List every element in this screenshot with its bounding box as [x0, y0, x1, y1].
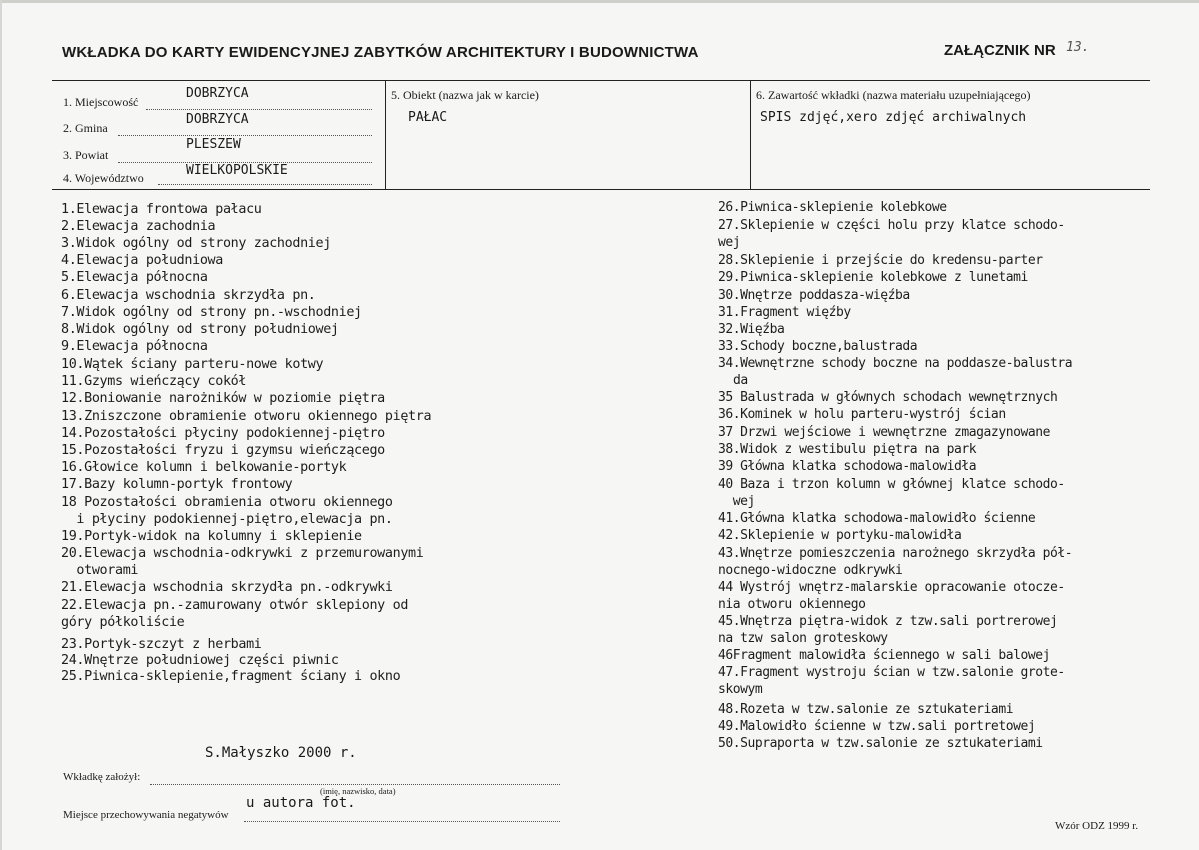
wkladke-sublabel: (imię, nazwisko, data) [320, 786, 396, 796]
field-value-powiat: PLESZEW [186, 137, 241, 152]
dots-wojewodztwo [158, 184, 372, 185]
list-item: 1.Elewacja frontowa pałacu [61, 202, 262, 217]
wkladke-label: Wkładkę założył: [63, 771, 141, 783]
list-item: 40 Baza i trzon kolumn w głównej klatce schodo- [718, 477, 1065, 492]
list-item: 29.Piwnica-sklepienie kolebkowe z lunetami [718, 270, 1028, 285]
annex-number: 13. [1066, 40, 1090, 55]
list-item: 10.Wątek ściany parteru-nowe kotwy [61, 357, 324, 372]
list-item: 28.Sklepienie i przejście do kredensu-parter [718, 253, 1043, 268]
list-item: 39 Główna klatka schodowa-malowidła [718, 459, 977, 474]
dots-miejscowosc [146, 109, 372, 110]
author-signature: S.Małyszko 2000 r. [205, 745, 357, 761]
list-item: otworami [61, 563, 139, 578]
list-item: 37 Drzwi wejściowe i wewnętrzne zmagazynowane [718, 425, 1050, 440]
field-label-wojewodztwo: 4. Województwo [63, 171, 144, 185]
list-item: 17.Bazy kolumn-portyk frontowy [61, 477, 293, 492]
field-label-powiat: 3. Powiat [63, 148, 109, 162]
list-item: 32.Więźba [718, 322, 785, 337]
list-item: 23.Portyk-szczyt z herbami [61, 637, 262, 652]
list-item: 22.Elewacja pn.-zamurowany otwór sklepiony od [61, 598, 409, 613]
list-item: nia otworu okiennego [718, 597, 866, 612]
miejsce-label: Miejsce przechowywania negatywów [63, 809, 229, 821]
field-label-gmina: 2. Gmina [63, 121, 108, 135]
list-item: 36.Kominek w holu parteru-wystrój ścian [718, 407, 1006, 422]
list-item: 31.Fragment więźby [718, 305, 851, 320]
obiekt-label: 5. Obiekt (nazwa jak w karcie) [391, 88, 539, 102]
field-value-wojewodztwo: WIELKOPOLSKIE [186, 163, 288, 178]
dots-wkladke [150, 784, 560, 785]
list-item: 2.Elewacja zachodnia [61, 219, 216, 234]
list-item: i płyciny podokiennej-piętro,elewacja pn. [61, 512, 393, 527]
scan-edge-left [0, 0, 2, 850]
list-item: 20.Elewacja wschodnia-odkrywki z przemurowanymi [61, 546, 424, 561]
form-title: WKŁADKA DO KARTY EWIDENCYJNEJ ZABYTKÓW ARCHITEKTURY I BUDOWNICTWA [62, 44, 699, 61]
scan-edge-top [0, 0, 1199, 3]
list-item: 4.Elewacja południowa [61, 253, 223, 268]
zawartosc-label: 6. Zawartość wkładki (nazwa materiału uzupełniającego) [756, 88, 1031, 102]
list-item: 45.Wnętrza piętra-widok z tzw.sali portrerowej [718, 614, 1058, 629]
list-item: 42.Sklepienie w portyku-malowidła [718, 528, 962, 543]
list-item: 46Fragment malowidła ściennego w sali balowej [718, 648, 1050, 663]
list-item: 26.Piwnica-sklepienie kolebkowe [718, 200, 947, 215]
list-item: 15.Pozostałości fryzu i gzymsu wieńczącego [61, 443, 385, 458]
zawartosc-value: SPIS zdjęć,xero zdjęć archiwalnych [760, 110, 1027, 125]
form-template-version: Wzór ODZ 1999 r. [1055, 820, 1139, 832]
list-item: 6.Elewacja wschodnia skrzydła pn. [61, 288, 316, 303]
list-item: wej [718, 235, 741, 250]
grid-divider-2 [750, 80, 751, 190]
list-item: 24.Wnętrze południowej części piwnic [61, 653, 339, 668]
grid-top-line [52, 80, 1150, 81]
list-item: 18 Pozostałości obramienia otworu okiennego [61, 495, 393, 510]
list-item: na tzw salon groteskowy [718, 631, 888, 646]
list-item: 21.Elewacja wschodnia skrzydła pn.-odkrywki [61, 580, 393, 595]
list-item: 9.Elewacja północna [61, 339, 208, 354]
list-item: 33.Schody boczne,balustrada [718, 339, 918, 354]
obiekt-value: PAŁAC [408, 110, 448, 125]
list-item: 16.Głowice kolumn i belkowanie-portyk [61, 460, 347, 475]
grid-bottom-line [52, 189, 1150, 190]
list-item: 41.Główna klatka schodowa-malowidło ścienne [718, 511, 1036, 526]
list-item: 49.Malowidło ścienne w tzw.sali portretowej [718, 719, 1036, 734]
field-label-miejscowosc: 1. Miejscowość [63, 95, 139, 109]
field-value-gmina: DOBRZYCA [186, 112, 249, 127]
list-item: 12.Boniowanie narożników w poziomie piętra [61, 391, 385, 406]
list-item: 5.Elewacja północna [61, 270, 208, 285]
list-item: góry półkoliście [61, 615, 185, 630]
miejsce-value: u autora fot. [246, 795, 356, 811]
list-item: 3.Widok ogólny od strony zachodniej [61, 236, 331, 251]
annex-label: ZAŁĄCZNIK NR [944, 42, 1056, 59]
list-item: 14.Pozostałości płyciny podokiennej-piętro [61, 426, 385, 441]
dots-miejsce [244, 821, 560, 822]
dots-gmina [118, 135, 372, 136]
list-item: 35 Balustrada w głównych schodach wewnętrznych [718, 390, 1058, 405]
list-item: 38.Widok z westibulu piętra na park [718, 442, 977, 457]
list-item: 11.Gzyms wieńczący cokół [61, 374, 247, 389]
list-item: 19.Portyk-widok na kolumny i sklepienie [61, 529, 362, 544]
list-item: 34.Wewnętrzne schody boczne na poddasze-balustra [718, 356, 1073, 371]
list-item: wej [718, 494, 755, 509]
list-item: 30.Wnętrze poddasza-więźba [718, 288, 910, 303]
list-item: 8.Widok ogólny od strony południowej [61, 322, 339, 337]
list-item: nocnego-widoczne odkrywki [718, 563, 903, 578]
list-item: da [733, 373, 748, 388]
list-item: 47.Fragment wystroju ścian w tzw.salonie grote- [718, 665, 1065, 680]
list-item: 7.Widok ogólny od strony pn.-wschodniej [61, 305, 362, 320]
list-item: 25.Piwnica-sklepienie,fragment ściany i okno [61, 669, 401, 684]
list-item: 50.Supraporta w tzw.salonie ze sztukateriami [718, 736, 1043, 751]
list-item: 48.Rozeta w tzw.salonie ze sztukateriami [718, 702, 1014, 717]
list-item: 43.Wnętrze pomieszczenia narożnego skrzydła pół- [718, 546, 1073, 561]
list-item: skowym [718, 682, 763, 697]
list-item: 44 Wystrój wnętrz-malarskie opracowanie otocze- [718, 580, 1065, 595]
list-item: 27.Sklepienie w części holu przy klatce schodo- [718, 218, 1065, 233]
field-value-miejscowosc: DOBRZYCA [186, 86, 249, 101]
list-item: 13.Zniszczone obramienie otworu okiennego piętra [61, 409, 432, 424]
grid-divider-1 [385, 80, 386, 190]
